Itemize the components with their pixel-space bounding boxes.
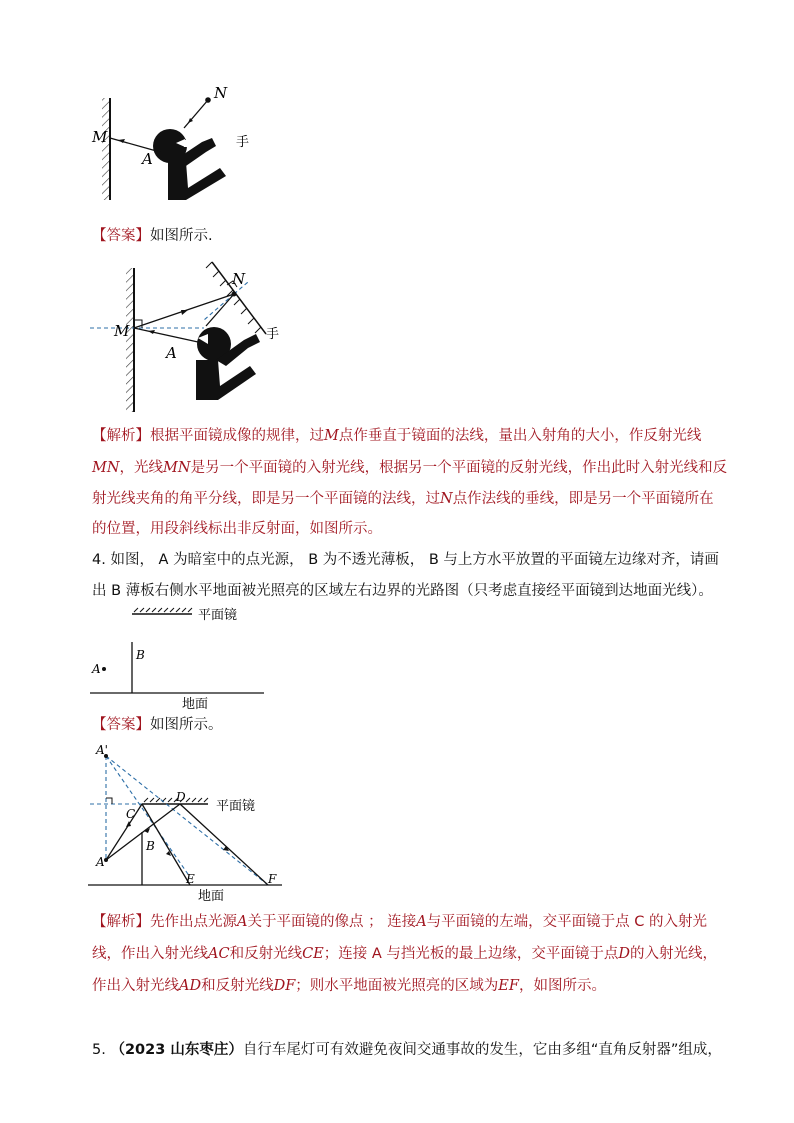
- analysis-symbol: DF: [273, 978, 296, 994]
- plane-mirror-left: [126, 268, 134, 412]
- answer-1: [92, 226, 213, 246]
- analysis-symbol: AC: [208, 946, 230, 962]
- question-number: 5.: [92, 1042, 106, 1058]
- question-source: （2023 山东枣庄）: [110, 1042, 243, 1058]
- analysis-text: 先作出点光源: [150, 914, 237, 930]
- analysis-symbol: A: [237, 914, 248, 930]
- analysis-symbol: CE: [302, 946, 324, 962]
- analysis-symbol: MN: [163, 460, 191, 476]
- label-A: A: [166, 344, 177, 362]
- plane-mirror-left: [102, 98, 110, 200]
- label-B: B: [136, 648, 145, 662]
- label-hand: 手: [236, 135, 250, 150]
- analysis-text: 关于平面镜的像点 ； 连接: [247, 914, 417, 930]
- question-text: 出 B 薄板右侧水平地面被光照亮的区域左右边界的光路图（只考虑直接经平面镜到达地面光线）。: [92, 583, 713, 599]
- plane-mirror: [132, 608, 192, 614]
- analysis-symbol: D: [618, 946, 631, 962]
- label-ground: 地面: [182, 697, 209, 710]
- analysis-1-line-4: [92, 519, 382, 539]
- analysis-2-line-3: [92, 976, 606, 996]
- question-4-line-2: [92, 581, 713, 601]
- label-A: A: [96, 855, 105, 869]
- analysis-text: ，光线: [119, 460, 164, 476]
- analysis-text: 根据平面镜成像的规律，过: [150, 428, 324, 444]
- question-text: 自行车尾灯可有效避免夜间交通事故的发生，它由多组“直角反射器”组成，: [242, 1042, 722, 1058]
- analysis-1-line-1: [92, 426, 701, 446]
- point-light-source: [102, 667, 106, 671]
- label-M: M: [92, 128, 108, 146]
- question-4-line-1: [92, 550, 719, 570]
- figure-question4-original: [88, 604, 268, 710]
- answer-text: 如图所示。: [150, 717, 223, 733]
- analysis-tag: 【解析】: [92, 914, 150, 930]
- label-hand: 手: [266, 327, 280, 342]
- label-B: B: [146, 839, 155, 853]
- label-A: A: [92, 662, 101, 676]
- label-M: M: [114, 322, 130, 340]
- answer-tag: 【答案】: [92, 228, 150, 244]
- analysis-text: 是另一个平面镜的入射光线，根据另一个平面镜的反射光线，作出此时入射光线和反: [190, 460, 728, 476]
- analysis-text: 和反射光线: [229, 946, 303, 962]
- label-N: N: [232, 270, 246, 288]
- label-A-image: A': [96, 743, 108, 757]
- question-text: 4. 如图， A 为暗室中的点光源， B 为不透光薄板， B 与上方水平放置的平面镜左边缘对齐，请画: [92, 552, 719, 568]
- analysis-symbol: MN: [92, 460, 120, 476]
- figure-question4-answer: [86, 742, 296, 904]
- analysis-symbol: A: [416, 914, 427, 930]
- analysis-2-line-2: [92, 944, 717, 964]
- analysis-text: ；则水平地面被光照亮的区域为: [295, 978, 499, 994]
- analysis-2-line-1: [92, 912, 707, 932]
- analysis-symbol: N: [440, 491, 453, 507]
- analysis-text: 射光线夹角的角平分线，即是另一个平面镜的法线，过: [92, 491, 440, 507]
- analysis-text: ，如图所示。: [518, 978, 606, 994]
- answer-tag: 【答案】: [92, 717, 150, 733]
- answer-2: [92, 715, 223, 735]
- question-5: [92, 1040, 722, 1060]
- plane-mirror: [142, 798, 208, 804]
- analysis-symbol: M: [324, 428, 339, 444]
- analysis-text: 与平面镜的左端，交平面镜于点 C 的入射光: [426, 914, 708, 930]
- analysis-text: 点作法线的垂线，即是另一个平面镜所在: [452, 491, 714, 507]
- label-D: D: [176, 790, 186, 804]
- label-mirror: 平面镜: [198, 608, 238, 623]
- label-E: E: [186, 872, 195, 886]
- person-silhouette: [196, 327, 260, 400]
- analysis-text: 作出入射光线: [92, 978, 179, 994]
- analysis-1-line-3: [92, 489, 714, 509]
- label-N: N: [214, 84, 228, 102]
- label-ground: 地面: [198, 889, 225, 904]
- analysis-symbol: EF: [498, 978, 519, 994]
- analysis-tag: 【解析】: [92, 428, 150, 444]
- person-silhouette: [153, 129, 226, 200]
- analysis-text: 点作垂直于镜面的法线，量出入射角的大小，作反射光线: [338, 428, 702, 444]
- analysis-text: 线，作出入射光线: [92, 946, 208, 962]
- figure-question3-original: [88, 80, 268, 200]
- analysis-symbol: AD: [179, 978, 202, 994]
- figure-question3-answer: [86, 254, 296, 414]
- analysis-text: 和反射光线: [201, 978, 274, 994]
- analysis-text: ；连接 A 与挡光板的最上边缘，交平面镜于点: [323, 946, 619, 962]
- analysis-text: 的入射光线，: [630, 946, 718, 962]
- analysis-text: 的位置，用段斜线标出非反射面，如图所示。: [92, 521, 382, 537]
- answer-text: 如图所示.: [150, 228, 213, 244]
- label-mirror: 平面镜: [216, 799, 256, 814]
- analysis-1-line-2: [92, 458, 727, 478]
- label-F: F: [268, 872, 277, 886]
- label-A: A: [142, 150, 153, 168]
- label-C: C: [126, 807, 136, 821]
